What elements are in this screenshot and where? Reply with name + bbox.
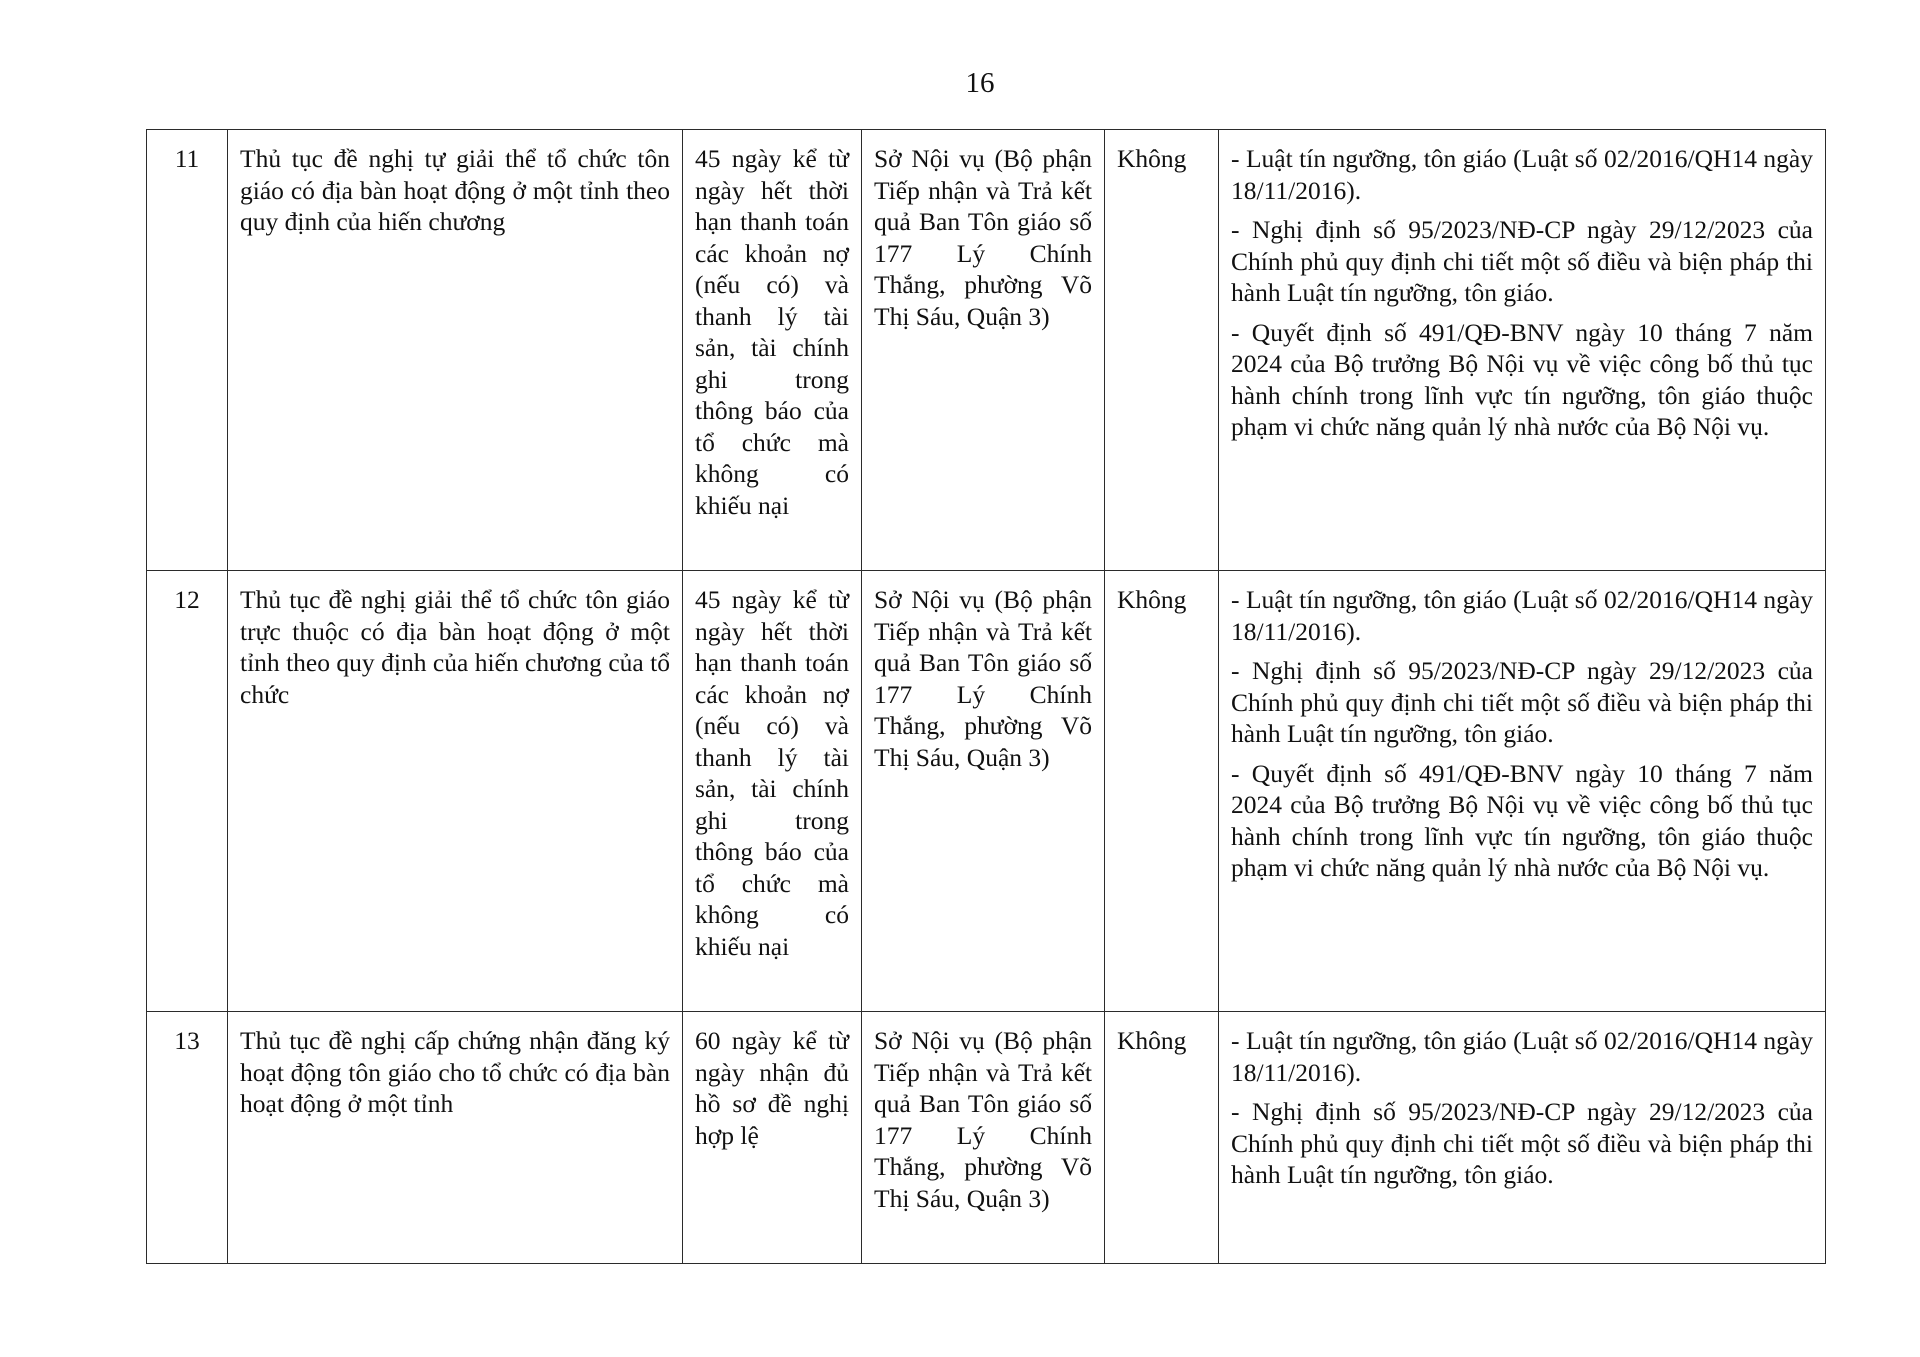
legal-basis-cell <box>1219 571 1826 1012</box>
table-row <box>147 1012 1826 1264</box>
legal-basis-item: - Quyết định số 491/QĐ-BNV ngày 10 tháng 7 năm 2024 của Bộ trưởng Bộ Nội vụ về việc công bố thủ tục hành chính trong lĩnh vực tín ngưỡng, tôn giáo thuộc phạm vi chức năng quản lý nhà nước của Bộ Nội vụ. <box>1231 317 1813 441</box>
legal-basis-item: - Quyết định số 491/QĐ-BNV ngày 10 tháng 7 năm 2024 của Bộ trưởng Bộ Nội vụ về việc công bố thủ tục hành chính trong lĩnh vực tín ngưỡng, tôn giáo thuộc phạm vi chức năng quản lý nhà nước của Bộ Nội vụ. <box>1231 758 1813 882</box>
fee-cell: Không <box>1105 571 1219 1012</box>
legal-basis-item: - Nghị định số 95/2023/NĐ-CP ngày 29/12/2023 của Chính phủ quy định chi tiết một số điều và biện pháp thi hành Luật tín ngưỡng, tôn giáo. <box>1231 215 1813 307</box>
legal-basis-item: - Luật tín ngưỡng, tôn giáo (Luật số 02/2016/QH14 ngày 18/11/2016). <box>1231 585 1813 646</box>
submission-place-cell: Sở Nội vụ (Bộ phận Tiếp nhận và Trả kết quả Ban Tôn giáo số 177 Lý Chính Thắng, phường Võ Thị Sáu, Quận 3) <box>862 571 1105 1012</box>
processing-time-cell: 45 ngày kể từ ngày hết thời hạn thanh toán các khoản nợ (nếu có) và thanh lý tài sản, tài chính ghi trong thông báo của tổ chức mà không có khiếu nại <box>683 130 862 571</box>
table-row <box>147 130 1826 571</box>
procedure-name-cell: Thủ tục đề nghị cấp chứng nhận đăng ký hoạt động tôn giáo cho tổ chức có địa bàn hoạt động ở một tỉnh <box>228 1012 683 1264</box>
row-number-cell: 11 <box>147 130 228 571</box>
procedures-table <box>146 129 1826 1264</box>
procedure-name-cell: Thủ tục đề nghị giải thể tổ chức tôn giáo trực thuộc có địa bàn hoạt động ở một tỉnh theo quy định của hiến chương của tổ chức <box>228 571 683 1012</box>
fee-cell: Không <box>1105 130 1219 571</box>
legal-basis-item: - Nghị định số 95/2023/NĐ-CP ngày 29/12/2023 của Chính phủ quy định chi tiết một số điều và biện pháp thi hành Luật tín ngưỡng, tôn giáo. <box>1231 1097 1813 1189</box>
fee-cell: Không <box>1105 1012 1219 1264</box>
table-row <box>147 571 1826 1012</box>
legal-basis-item: - Luật tín ngưỡng, tôn giáo (Luật số 02/2016/QH14 ngày 18/11/2016). <box>1231 1026 1813 1087</box>
processing-time-cell: 60 ngày kể từ ngày nhận đủ hồ sơ đề nghị hợp lệ <box>683 1012 862 1264</box>
processing-time-cell: 45 ngày kể từ ngày hết thời hạn thanh toán các khoản nợ (nếu có) và thanh lý tài sản, tài chính ghi trong thông báo của tổ chức mà không có khiếu nại <box>683 571 862 1012</box>
legal-basis-cell <box>1219 1012 1826 1264</box>
procedure-name-cell: Thủ tục đề nghị tự giải thể tổ chức tôn giáo có địa bàn hoạt động ở một tỉnh theo quy định của hiến chương <box>228 130 683 571</box>
row-number-cell: 12 <box>147 571 228 1012</box>
submission-place-cell: Sở Nội vụ (Bộ phận Tiếp nhận và Trả kết quả Ban Tôn giáo số 177 Lý Chính Thắng, phường Võ Thị Sáu, Quận 3) <box>862 130 1105 571</box>
page-number: 16 <box>965 67 995 99</box>
legal-basis-cell <box>1219 130 1826 571</box>
legal-basis-item: - Nghị định số 95/2023/NĐ-CP ngày 29/12/2023 của Chính phủ quy định chi tiết một số điều và biện pháp thi hành Luật tín ngưỡng, tôn giáo. <box>1231 656 1813 748</box>
row-number-cell: 13 <box>147 1012 228 1264</box>
submission-place-cell: Sở Nội vụ (Bộ phận Tiếp nhận và Trả kết quả Ban Tôn giáo số 177 Lý Chính Thắng, phường Võ Thị Sáu, Quận 3) <box>862 1012 1105 1264</box>
legal-basis-item: - Luật tín ngưỡng, tôn giáo (Luật số 02/2016/QH14 ngày 18/11/2016). <box>1231 144 1813 205</box>
